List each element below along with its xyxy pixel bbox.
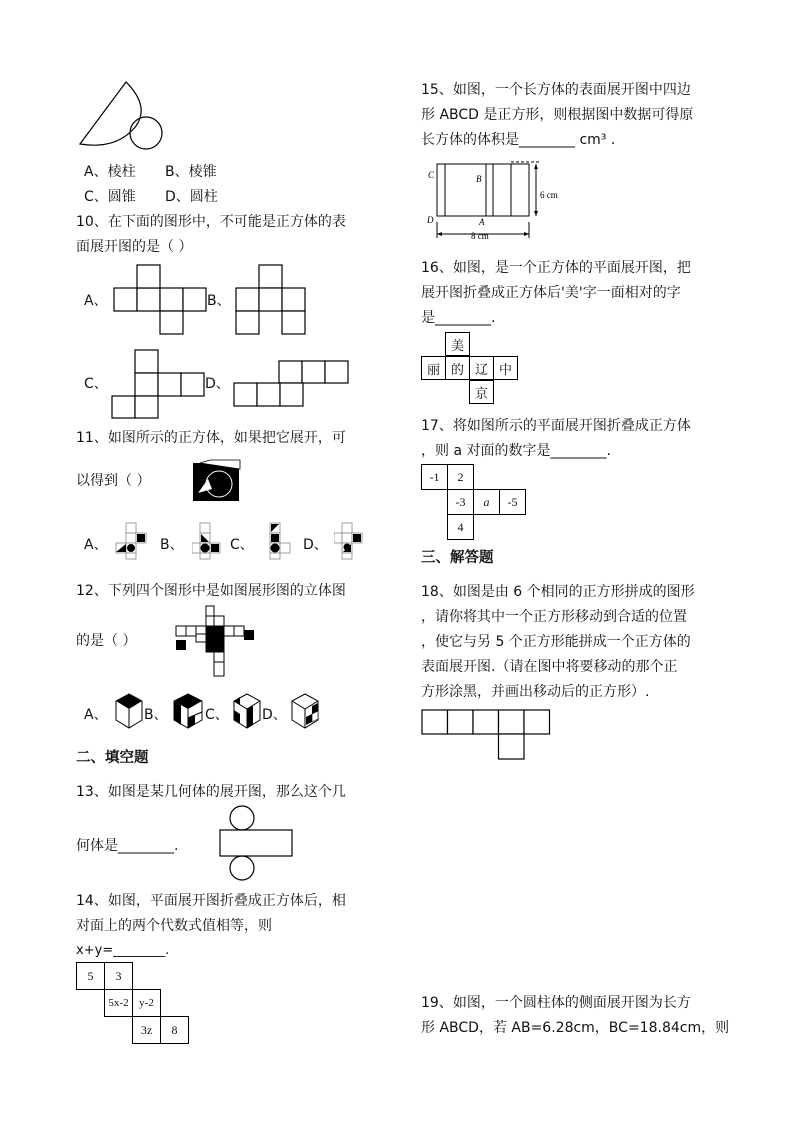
q15-label-width: 8 cm — [471, 231, 489, 241]
q15-label-a: A — [479, 217, 485, 227]
q15-label-b: B — [476, 174, 482, 184]
q11-line2: 以得到（ ） — [76, 473, 151, 489]
q10-label-d: D、 — [205, 376, 230, 392]
q15-line2: 形 ABCD 是正方形，则根据图中数据可得原 — [421, 107, 694, 123]
q15-cuboid-net-figure — [424, 160, 564, 244]
cylinder-net-figure — [218, 804, 298, 882]
q14-cell: 8 — [160, 1016, 189, 1044]
q12-line2: 的是（ ） — [76, 633, 137, 649]
q16-net — [421, 332, 521, 406]
q14-cell: 3z — [132, 1016, 161, 1044]
q11-cube-figure — [192, 459, 242, 503]
q18-line2: ，请你将其中一个正方形移动到合适的位置 — [421, 609, 687, 625]
q18-line4: 表面展开图.（请在图中将要移动的那个正 — [421, 659, 678, 675]
q15-line3: 长方体的体积是________ cm³ . — [421, 132, 616, 148]
q17-line2: ，则 a 对面的数字是________. — [421, 443, 611, 459]
q10-label-b: B、 — [207, 293, 231, 309]
q9-option-b: B、棱锥 — [165, 164, 217, 180]
q11-option-c-net — [262, 520, 298, 560]
q16-cell: 京 — [469, 380, 494, 404]
q12-cube-b — [172, 692, 204, 730]
q17-cell: -5 — [499, 489, 526, 515]
q14-line2: 对面上的两个代数式值相等，则 — [76, 918, 272, 934]
q11-label-a: A、 — [84, 537, 108, 553]
q19-line2: 形 ABCD，若 AB=6.28cm，BC=18.84cm，则 — [421, 1020, 730, 1036]
q16-cell: 中 — [493, 356, 518, 380]
q19-line1: 19、如图，一个圆柱体的侧面展开图为长方 — [421, 995, 691, 1011]
q14-line1: 14、如图，平面展开图折叠成正方体后，相 — [76, 893, 346, 909]
q14-line3: x+y=________. — [76, 943, 170, 958]
q12-cube-c — [232, 692, 262, 730]
q18-line5: 方形涂黑，并画出移动后的正方形）. — [421, 684, 650, 700]
q10-label-a: A、 — [84, 293, 108, 309]
q9-option-c: C、圆锥 — [84, 189, 136, 205]
q14-cell: 3 — [104, 962, 133, 990]
q13-line1: 13、如图是某几何体的展开图，那么这个几 — [76, 784, 346, 800]
q16-line2: 展开图折叠成正方体后'美'字一面相对的字 — [421, 285, 681, 301]
q12-net-figure — [172, 604, 262, 680]
q15-label-height: 6 cm — [540, 190, 558, 200]
q17-cell: a — [473, 489, 500, 515]
q17-cell: -3 — [447, 489, 474, 515]
q11-option-a-net — [112, 520, 156, 560]
q11-label-d: D、 — [303, 537, 328, 553]
q14-cell: 5 — [76, 962, 105, 990]
q10-net-d — [232, 358, 350, 410]
q11-option-b-net — [192, 520, 228, 560]
q16-line3: 是________. — [421, 310, 496, 326]
q14-cell: 5x-2 — [104, 989, 133, 1017]
q14-net — [76, 962, 192, 1046]
section-3-heading: 三、解答题 — [421, 550, 494, 566]
q16-cell: 美 — [445, 332, 470, 356]
q10-line2: 面展开图的是（ ） — [76, 239, 193, 255]
q18-line1: 18、如图是由 6 个相同的正方形拼成的图形 — [421, 584, 695, 600]
q17-line1: 17、将如图所示的平面展开图折叠成正方体 — [421, 418, 691, 434]
q12-label-d: D、 — [262, 707, 287, 723]
q16-cell: 的 — [445, 356, 470, 380]
q12-label-c: C、 — [205, 707, 229, 723]
q11-label-b: B、 — [160, 537, 184, 553]
q17-net — [421, 464, 531, 542]
cone-net-figure — [72, 78, 172, 158]
q11-label-c: C、 — [230, 537, 254, 553]
q18-line3: ，使它与另 5 个正方形能拼成一个正方体的 — [421, 634, 691, 650]
q10-net-a — [112, 262, 208, 338]
q12-cube-a — [114, 692, 144, 730]
q12-line1: 12、下列四个图形中是如图展形图的立体图 — [76, 583, 346, 599]
q9-option-a: A、棱柱 — [84, 164, 136, 180]
section-2-heading: 二、填空题 — [76, 750, 149, 766]
q10-line1: 10、在下面的图形中，不可能是正方体的表 — [76, 214, 346, 230]
q11-option-d-net — [334, 520, 370, 560]
q16-line1: 16、如图，是一个正方体的平面展开图，把 — [421, 260, 691, 276]
q12-label-b: B、 — [144, 707, 168, 723]
q15-line1: 15、如图，一个长方体的表面展开图中四边 — [421, 82, 691, 98]
q14-cell: y-2 — [132, 989, 161, 1017]
q12-cube-d — [290, 692, 320, 730]
q15-label-c: C — [428, 170, 435, 180]
q12-label-a: A、 — [84, 707, 108, 723]
q17-cell: -1 — [421, 464, 448, 490]
q16-cell: 辽 — [469, 356, 494, 380]
q16-cell: 丽 — [421, 356, 446, 380]
q10-label-c: C、 — [84, 376, 108, 392]
q9-option-d: D、圆柱 — [165, 189, 218, 205]
q17-cell: 2 — [447, 464, 474, 490]
q10-net-c — [110, 348, 206, 420]
q10-net-b — [234, 262, 310, 338]
q18-squares-figure — [420, 708, 552, 762]
q11-line1: 11、如图所示的正方体，如果把它展开，可 — [76, 430, 346, 446]
q17-cell: 4 — [447, 514, 474, 540]
q13-line2: 何体是________. — [76, 838, 179, 854]
q15-label-d: D — [427, 215, 434, 225]
